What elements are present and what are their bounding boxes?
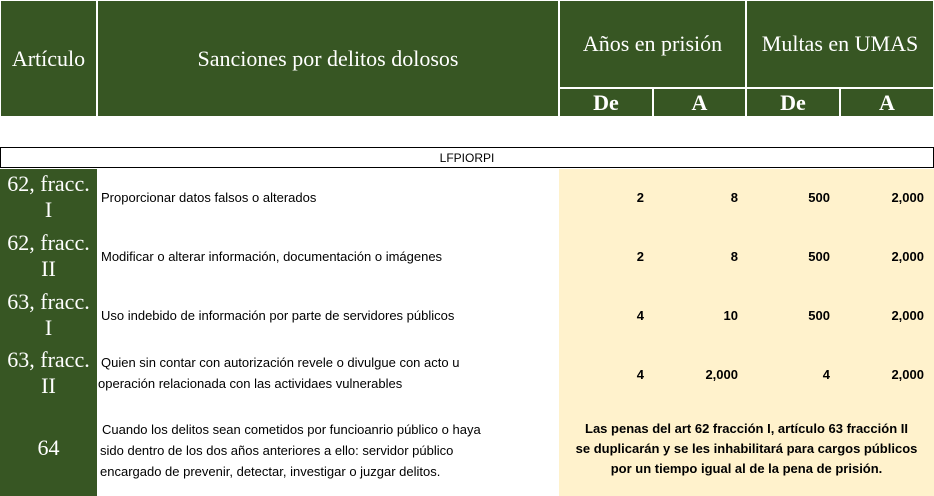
header-prision-a-label: A	[691, 89, 708, 115]
row-3-article	[0, 287, 97, 342]
header-multas	[746, 0, 934, 88]
row-5-description-line1: Cuando los delitos sean cometidos por funcioanrio público o haya	[102, 422, 481, 437]
row-2-article-line2: II	[41, 255, 56, 281]
header-articulo	[0, 0, 97, 117]
section-title: LFPIORPI	[439, 150, 495, 165]
row-4-article-line2: II	[41, 372, 56, 398]
row-3-prision-de: 4	[636, 308, 644, 323]
header-multa-de	[746, 88, 840, 117]
row-3-multa-a: 2,000	[891, 308, 924, 323]
row-3-prision-a: 10	[723, 308, 738, 323]
section-bar	[0, 147, 934, 168]
row-2-multa-de: 500	[808, 249, 830, 264]
header-multa-a-label: A	[879, 89, 895, 115]
row-4-description	[98, 352, 551, 394]
row-3-description-text: Uso indebido de información por parte de servidores públicos	[101, 308, 455, 323]
header-sanciones	[97, 0, 559, 117]
row-2-description-text: Modificar o alterar información, documentación o imágenes	[101, 249, 443, 264]
row-1-description	[101, 187, 551, 208]
row-3-multa-de: 500	[808, 308, 830, 323]
row-5-note-line2: se duplicarán y se les inhabilitará para cargos públicos	[575, 441, 918, 456]
header-prision-a	[653, 88, 746, 117]
row-1-article	[0, 169, 97, 224]
header-prision-de	[559, 88, 653, 117]
header-articulo-label: Artículo	[11, 45, 86, 71]
row-4-article	[0, 345, 97, 400]
row-2-description	[101, 246, 551, 267]
row-1-description-text: Proporcionar datos falsos o alterados	[101, 190, 317, 205]
row-1-article-line2: I	[44, 196, 53, 222]
header-multas-label: Multas en UMAS	[761, 31, 919, 56]
header-sanciones-label: Sanciones por delitos dolosos	[197, 45, 459, 71]
row-2-article	[0, 228, 97, 283]
row-4-description-line1: Quien sin contar con autorización revele o divulgue con acto u	[101, 355, 460, 370]
row-4-multa-de: 4	[822, 367, 830, 382]
row-1-prision-de: 2	[636, 190, 644, 205]
row-4-multa-a: 2,000	[891, 367, 924, 382]
row-4-article-line1: 63, fracc.	[7, 346, 90, 372]
row-5-article	[0, 420, 97, 475]
header-anos-prision-label: Años en prisión	[582, 31, 723, 56]
row-4-prision-de: 4	[636, 367, 644, 382]
row-5-note-line3: por un tiempo igual al de la pena de prisión.	[610, 461, 883, 476]
header-multa-de-label: De	[780, 89, 806, 115]
header-multa-a	[840, 88, 934, 117]
row-3-article-line2: I	[44, 314, 53, 340]
row-5-note	[559, 419, 934, 479]
row-4-prision-a: 2,000	[705, 367, 738, 382]
row-5-description	[100, 419, 550, 482]
row-5-note-line1: Las penas del art 62 fracción I, artículo 63 fracción II	[585, 421, 908, 436]
header-anos-prision	[559, 0, 746, 88]
row-2-prision-de: 2	[636, 249, 644, 264]
row-1-prision-a: 8	[730, 190, 738, 205]
row-1-multa-a: 2,000	[891, 190, 924, 205]
row-1-article-line1: 62, fracc.	[7, 170, 90, 196]
header-prision-de-label: De	[593, 89, 619, 115]
row-3-description	[101, 305, 551, 326]
row-2-multa-a: 2,000	[891, 249, 924, 264]
row-2-article-line1: 62, fracc.	[7, 229, 90, 255]
row-5-article-line1: 64	[37, 434, 60, 460]
row-5-description-line2: sido dentro de los dos años anteriores a ello: servidor público	[100, 443, 454, 458]
row-1-multa-de: 500	[808, 190, 830, 205]
row-5-description-line3: encargado de prevenir, detectar, investigar o juzgar delitos.	[100, 464, 441, 479]
row-3-article-line1: 63, fracc.	[7, 288, 90, 314]
row-2-prision-a: 8	[730, 249, 738, 264]
row-4-description-line2: operación relacionada con las actividaes vulnerables	[98, 376, 403, 391]
